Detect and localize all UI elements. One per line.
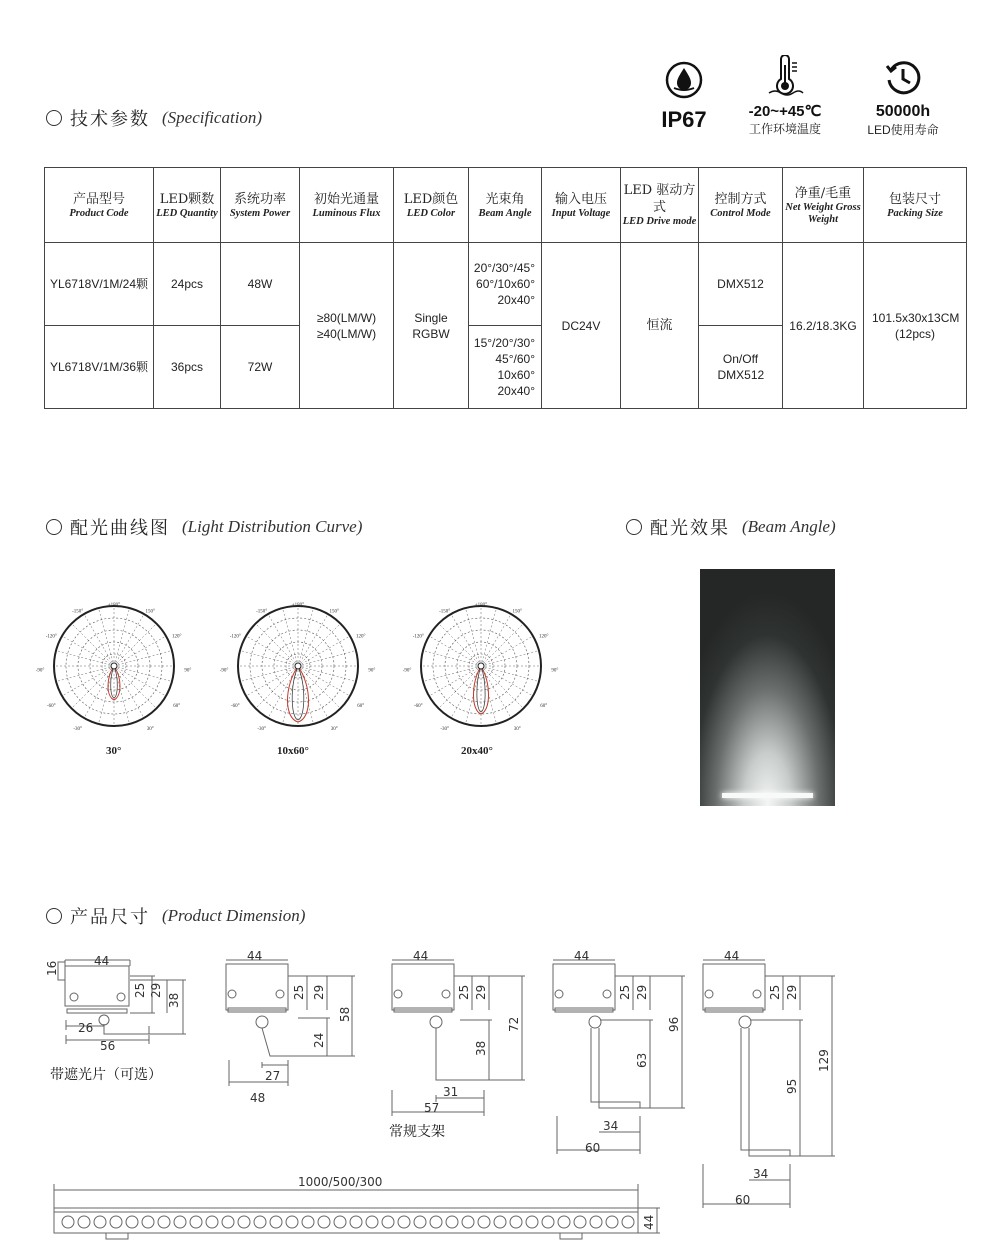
cell-code: YL6718V/1M/24颗 <box>45 243 154 326</box>
dimension-drawings <box>0 940 1000 1242</box>
ip-rating: IP67 <box>661 107 707 132</box>
polar-grid-spoke <box>481 666 523 708</box>
led-dot <box>590 1216 602 1228</box>
curve-title-en: (Light Distribution Curve) <box>182 517 363 536</box>
polar-grid-spoke <box>298 666 340 708</box>
lifespan-label: LED使用寿命 <box>867 123 939 137</box>
led-dot <box>414 1216 426 1228</box>
polar-tick-label: 120° <box>538 634 549 640</box>
header-product-code: 产品型号 Product Code <box>45 168 154 243</box>
polar-tick-label: 90° <box>184 668 192 674</box>
header-luminous-flux: 初始光通量 Luminous Flux <box>300 168 394 243</box>
led-dot <box>190 1216 202 1228</box>
led-dot <box>478 1216 490 1228</box>
dim-h29-5: 29 <box>785 984 799 1000</box>
polar-grid-spoke <box>481 650 539 666</box>
cell-power: 48W <box>221 243 300 326</box>
clock-icon <box>883 58 923 98</box>
polar-label-1: 30° <box>106 745 122 757</box>
polar-grid-spoke <box>298 650 356 666</box>
led-dot <box>446 1216 458 1228</box>
polar-grid-spoke <box>423 666 481 682</box>
thermometer-icon <box>765 55 805 97</box>
dimension-section-title <box>46 903 305 929</box>
beam-title-en: (Beam Angle) <box>742 517 836 536</box>
shield-note: 带遮光片（可选） <box>50 1067 162 1083</box>
polar-center <box>478 663 484 669</box>
cell-beam: 20°/30°/45° 60°/10x60° 20x40° <box>469 243 542 326</box>
led-dot <box>382 1216 394 1228</box>
drawing-standard-bracket <box>392 960 525 1116</box>
polar-grid-spoke <box>114 614 144 666</box>
led-dot <box>94 1216 106 1228</box>
header-control-mode: 控制方式 Control Mode <box>699 168 783 243</box>
polar-grid-spoke <box>481 666 539 682</box>
led-dot <box>606 1216 618 1228</box>
polar-grid-spoke <box>256 624 298 666</box>
led-dot <box>622 1216 634 1228</box>
led-dot <box>302 1216 314 1228</box>
dim-width-1: 44 <box>94 954 110 968</box>
polar-tick-label: 60° <box>357 703 365 709</box>
dim-height: 44 <box>642 1214 656 1230</box>
led-dot <box>286 1216 298 1228</box>
polar-grid-spoke <box>114 636 166 666</box>
cell-flux: ≥80(LM/W) ≥40(LM/W) <box>300 243 394 409</box>
ip-badge <box>650 60 718 133</box>
dim-w34-5: 34 <box>753 1167 769 1181</box>
led-dot <box>238 1216 250 1228</box>
dim-h96: 96 <box>667 1016 681 1032</box>
polar-tick-label: ±180° <box>291 603 305 608</box>
spec-title-en: (Specification) <box>162 108 263 127</box>
polar-tick-label: 60° <box>173 703 181 709</box>
polar-tick-label: -90° <box>219 668 229 674</box>
led-dot <box>494 1216 506 1228</box>
polar-grid-spoke <box>240 666 298 682</box>
polar-tick-label: 150° <box>329 609 340 615</box>
spec-table <box>44 167 967 409</box>
dimension-title-zh: 产品尺寸 <box>70 907 150 928</box>
led-dot <box>398 1216 410 1228</box>
polar-grid-spoke <box>246 636 298 666</box>
polar-center <box>111 663 117 669</box>
polar-tick-label: ±180° <box>107 603 121 608</box>
polar-grid-spoke <box>114 666 144 718</box>
dim-width-2: 44 <box>247 949 263 963</box>
polar-grid-spoke <box>298 614 328 666</box>
header-weight: 净重/毛重 Net Weight Gross Weight <box>783 168 864 243</box>
table-header-row <box>45 168 967 243</box>
polar-grid-spoke <box>451 614 481 666</box>
dim-w26: 26 <box>78 1021 94 1035</box>
long-bar-drawing <box>54 1184 660 1239</box>
dim-h29-3: 29 <box>474 984 488 1000</box>
spec-title-zh: 技术参数 <box>70 109 150 130</box>
dim-h16: 16 <box>45 960 59 976</box>
polar-grid-spoke <box>84 614 114 666</box>
dim-h95: 95 <box>785 1078 799 1094</box>
polar-grid-spoke <box>72 624 114 666</box>
polar-tick-label: ±180° <box>474 603 488 608</box>
led-dot <box>366 1216 378 1228</box>
polar-tick-label: 120° <box>355 634 366 640</box>
led-dot <box>78 1216 90 1228</box>
polar-label-2: 10x60° <box>277 745 309 757</box>
polar-tick-label: -90° <box>35 668 45 674</box>
dim-h25-2: 25 <box>292 984 306 1000</box>
polar-grid-spoke <box>481 608 497 666</box>
cell-qty: 36pcs <box>154 326 221 409</box>
led-dot <box>110 1216 122 1228</box>
dim-w60-4: 60 <box>585 1141 601 1155</box>
led-dot <box>462 1216 474 1228</box>
led-dot <box>254 1216 266 1228</box>
header-led-color: LED颜色 LED Color <box>394 168 469 243</box>
dim-h129: 129 <box>817 1049 831 1072</box>
led-dot <box>174 1216 186 1228</box>
polar-tick-label: -90° <box>402 668 412 674</box>
polar-grid-spoke <box>56 650 114 666</box>
led-dot <box>542 1216 554 1228</box>
led-dot <box>142 1216 154 1228</box>
polar-center <box>295 663 301 669</box>
dim-h25-5: 25 <box>768 984 782 1000</box>
cell-drive: 恒流 <box>621 243 699 409</box>
beam-title-zh: 配光效果 <box>650 518 730 539</box>
polar-grid-spoke <box>282 608 298 666</box>
polar-tick-label: -120° <box>412 634 424 640</box>
spec-section-title <box>46 105 262 131</box>
cell-voltage: DC24V <box>542 243 621 409</box>
circle-icon <box>46 519 62 535</box>
polar-grid-spoke <box>98 608 114 666</box>
polar-tick-label: 90° <box>551 668 559 674</box>
dim-h29-4: 29 <box>635 984 649 1000</box>
polar-grid-spoke <box>268 614 298 666</box>
beam-effect-photo <box>700 569 835 806</box>
beam-section-title <box>626 514 836 540</box>
header-system-power: 系统功率 System Power <box>221 168 300 243</box>
polar-tick-label: -150° <box>439 609 451 615</box>
dim-w34-4: 34 <box>603 1119 619 1133</box>
cell-power: 72W <box>221 326 300 409</box>
polar-grid-spoke <box>84 666 114 718</box>
led-dot <box>526 1216 538 1228</box>
polar-grid-spoke <box>481 624 523 666</box>
curve-title-zh: 配光曲线图 <box>70 518 170 539</box>
dim-h25-1: 25 <box>133 982 147 998</box>
polar-tick-label: -30° <box>440 727 450 733</box>
polar-grid-spoke <box>423 650 481 666</box>
polar-grid-spoke <box>114 666 166 696</box>
dim-w31: 31 <box>443 1085 459 1099</box>
dim-width-4: 44 <box>574 949 590 963</box>
led-dot <box>430 1216 442 1228</box>
dim-width-3: 44 <box>413 949 429 963</box>
led-dot <box>510 1216 522 1228</box>
led-dot <box>158 1216 170 1228</box>
dim-length: 1000/500/300 <box>298 1175 383 1189</box>
polar-grid-spoke <box>481 636 533 666</box>
polar-grid-spoke <box>298 666 356 682</box>
polar-grid-spoke <box>481 614 511 666</box>
led-dot <box>126 1216 138 1228</box>
dim-h25-3: 25 <box>457 984 471 1000</box>
table-row <box>45 243 967 326</box>
polar-grid-spoke <box>114 666 172 682</box>
dim-h29-2: 29 <box>312 984 326 1000</box>
dim-h38-3: 38 <box>474 1040 488 1056</box>
polar-label-3: 20x40° <box>461 745 493 757</box>
led-dot <box>62 1216 74 1228</box>
light-bar <box>722 793 813 798</box>
led-dot <box>574 1216 586 1228</box>
polar-tick-label: 150° <box>512 609 523 615</box>
header-beam-angle: 光束角 Beam Angle <box>469 168 542 243</box>
polar-grid-spoke <box>56 666 114 682</box>
dim-h38: 38 <box>167 992 181 1008</box>
lifespan-badge <box>853 58 953 138</box>
dim-h63: 63 <box>635 1052 649 1068</box>
dim-w27: 27 <box>265 1069 281 1083</box>
polar-grid-spoke <box>114 624 156 666</box>
polar-grid-spoke <box>298 636 350 666</box>
led-dot <box>334 1216 346 1228</box>
polar-grid-spoke <box>62 666 114 696</box>
temperature-badge <box>735 55 835 137</box>
temperature-range: -20~+45℃ <box>748 103 822 120</box>
polar-tick-label: -30° <box>257 727 267 733</box>
dimension-title-en: (Product Dimension) <box>162 906 306 925</box>
cell-control: DMX512 <box>699 243 783 326</box>
polar-tick-label: -150° <box>72 609 84 615</box>
polar-tick-label: 150° <box>145 609 156 615</box>
polar-grid-spoke <box>114 650 172 666</box>
polar-grid-spoke <box>240 650 298 666</box>
polar-grid-spoke <box>439 624 481 666</box>
circle-icon <box>626 519 642 535</box>
led-dot <box>350 1216 362 1228</box>
dim-w60-5: 60 <box>735 1193 751 1207</box>
polar-grid-spoke <box>298 624 340 666</box>
polar-grid-spoke <box>429 636 481 666</box>
polar-tick-label: -120° <box>229 634 241 640</box>
polar-tick-label: 120° <box>171 634 182 640</box>
led-dot <box>222 1216 234 1228</box>
dim-h24: 24 <box>312 1032 326 1048</box>
polar-tick-label: -120° <box>45 634 57 640</box>
polar-tick-label: -60° <box>230 703 240 709</box>
circle-icon <box>46 110 62 126</box>
lifespan-hours: 50000h <box>875 103 931 120</box>
polar-tick-label: -60° <box>46 703 56 709</box>
header-packing-size: 包装尺寸 Packing Size <box>864 168 967 243</box>
dim-h29-1: 29 <box>149 982 163 998</box>
polar-grid-spoke <box>62 636 114 666</box>
led-dot <box>318 1216 330 1228</box>
polar-diagrams <box>0 590 600 760</box>
polar-grid-spoke <box>114 608 130 666</box>
cell-weight: 16.2/18.3KG <box>783 243 864 409</box>
cell-color: Single RGBW <box>394 243 469 409</box>
dim-w56: 56 <box>100 1039 116 1053</box>
temperature-label: 工作环境温度 <box>748 122 821 136</box>
header-input-voltage: 输入电压 Input Voltage <box>542 168 621 243</box>
polar-tick-label: -60° <box>413 703 423 709</box>
cell-code: YL6718V/1M/36颗 <box>45 326 154 409</box>
led-dot <box>270 1216 282 1228</box>
dim-h25-4: 25 <box>618 984 632 1000</box>
polar-tick-label: -150° <box>256 609 268 615</box>
led-dots <box>62 1216 634 1228</box>
cell-packing: 101.5x30x13CM (12pcs) <box>864 243 967 409</box>
polar-tick-label: 60° <box>540 703 548 709</box>
polar-tick-label: 30° <box>330 727 338 733</box>
header-led-quantity: LED颗数 LED Quantity <box>154 168 221 243</box>
waterproof-drop-icon <box>664 60 704 100</box>
polar-grid-spoke <box>256 666 298 708</box>
polar-tick-label: -30° <box>73 727 83 733</box>
cell-qty: 24pcs <box>154 243 221 326</box>
polar-grid-spoke <box>439 666 481 708</box>
dim-w57: 57 <box>424 1101 440 1115</box>
polar-tick-label: 30° <box>513 727 521 733</box>
led-dot <box>206 1216 218 1228</box>
curve-section-title <box>46 514 362 540</box>
led-dot <box>558 1216 570 1228</box>
polar-tick-label: 90° <box>368 668 376 674</box>
cell-beam: 15°/20°/30° 45°/60° 10x60° 20x40° <box>469 326 542 409</box>
circle-icon <box>46 908 62 924</box>
polar-grid-spoke <box>465 608 481 666</box>
dim-width-5: 44 <box>724 949 740 963</box>
polar-tick-label: 30° <box>146 727 154 733</box>
polar-grid-spoke <box>298 608 314 666</box>
header-drive-mode: LED 驱动方式 LED Drive mode <box>621 168 699 243</box>
bracket-note: 常规支架 <box>389 1124 445 1140</box>
dim-h58: 58 <box>338 1006 352 1022</box>
drawing-bracket-58 <box>226 960 355 1086</box>
cell-control: On/Off DMX512 <box>699 326 783 409</box>
dim-h72: 72 <box>507 1016 521 1032</box>
dim-w48: 48 <box>250 1091 266 1105</box>
